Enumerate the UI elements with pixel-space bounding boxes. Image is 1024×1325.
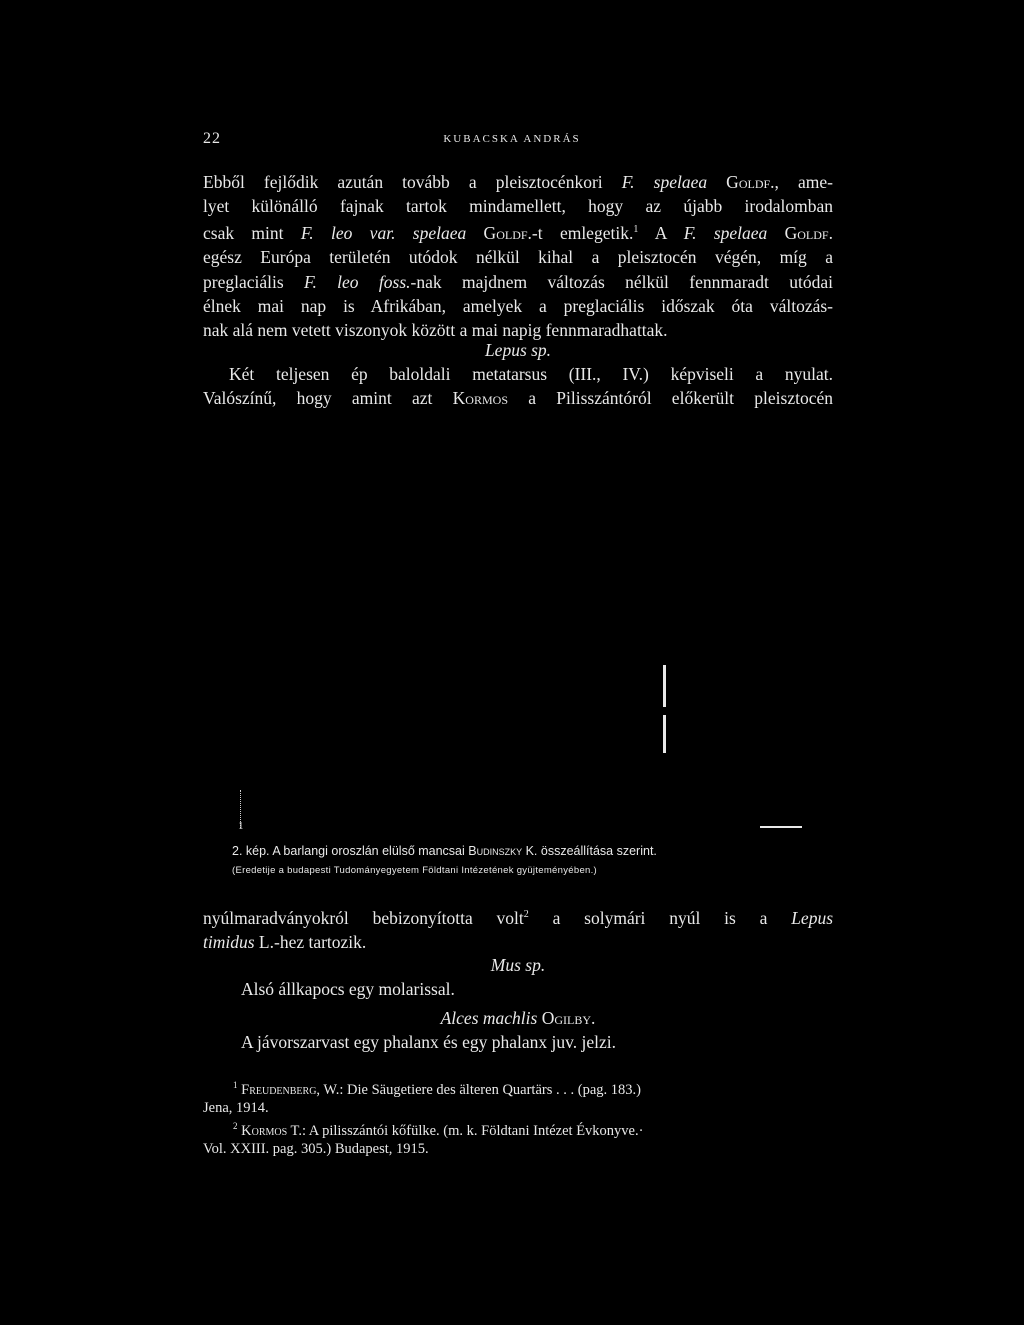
section-lepus	[203, 338, 833, 411]
figure-caption: 2. kép. A barlangi oroszlán elülső mancsai Budinszky K. összeállítása szerint.	[232, 844, 657, 858]
footnotes	[203, 1076, 833, 1158]
running-header: KUBACSKA ANDRÁS	[443, 133, 581, 145]
page-number: 22	[203, 130, 221, 147]
paragraph-felis	[203, 170, 833, 342]
footnote-1: $^1$ Freudenberg, W.: Die Säugetiere des älteren Quartärs . . . (pag. 183.)	[233, 1080, 641, 1098]
figure-subcaption: (Eredetije a budapesti Tudományegyetem Földtani Intézetének gyüjteményében.)	[232, 865, 598, 876]
section-heading: Lepus sp.	[484, 340, 552, 360]
footnote-1-cont: Jena, 1914.	[203, 1099, 269, 1116]
text-line: élnek mai nap is Afrikában, amelyek a preglaciális időszak óta változás-	[203, 295, 833, 316]
paragraph-continuation	[203, 903, 833, 954]
text-line: nyúlmaradványokról bebizonyította volt$^2$ a solymári nyúl is a Lepus	[203, 907, 834, 928]
text-line: nak alá nem vetett viszonyok között a mai napig fennmaradhattak.	[203, 320, 668, 341]
figure-rule	[760, 826, 802, 828]
figure-scale-bar	[663, 715, 666, 753]
text-line: Alsó állkapocs egy molarissal.	[241, 979, 455, 1000]
text-line: Két teljesen ép baloldali metatarsus (III., IV.) képviseli a nyulat.	[229, 364, 833, 385]
text-line: Ebből fejlődik azután tovább a pleisztocénkori F. spelaea Goldf., ame-	[203, 172, 833, 192]
figure-scale-bar	[663, 665, 666, 707]
figure-label: 1	[238, 820, 244, 832]
section-mus	[203, 953, 833, 1001]
text-line: A jávorszarvast egy phalanx és egy phalanx juv. jelzi.	[241, 1032, 616, 1053]
section-heading: Alces machlis	[440, 1008, 538, 1028]
text-line: egész Európa területén utódok nélkül kihal a pleisztocén végén, míg a	[203, 247, 833, 268]
text-line: lyet különálló fajnak tartok mindamellett, hogy az újabb irodalomban	[203, 196, 833, 217]
footnote-2-cont: Vol. XXIII. pag. 305.) Budapest, 1915.	[203, 1140, 429, 1157]
text-line: preglaciális F. leo foss.-nak majdnem változás nélkül fennmaradt utódai	[203, 271, 834, 292]
section-alces: Alces machlis Ogilby. A jávorszarvast egy phalanx és egy phalanx juv. jelzi.	[203, 1006, 833, 1054]
text-line: timidus L.-hez tartozik.	[203, 932, 367, 953]
text-line: Valószínű, hogy amint azt Kormos a Pilisszántóról előkerült pleisztocén	[203, 388, 833, 409]
footnote-2: $^2$ Kormos T.: A pilisszántói kőfülke. (m. k. Földtani Intézet Évkonyve.·	[233, 1120, 644, 1139]
text-line: csak mint F. leo var. spelaea Goldf.-t emlegetik.$^1$ A F. spelaea Goldf.	[203, 223, 833, 244]
section-heading: Mus sp.	[490, 955, 546, 975]
